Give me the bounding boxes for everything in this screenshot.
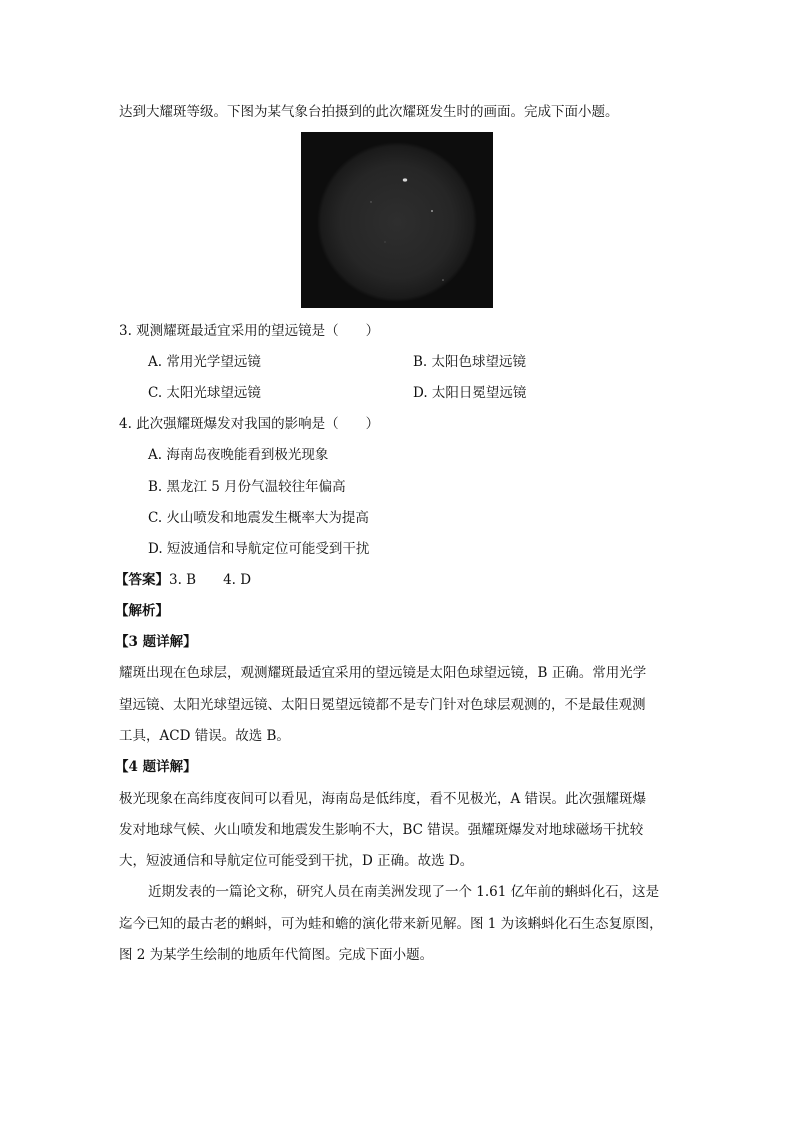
q4-option-b: B. 黑龙江 5 月份气温较往年偏高	[148, 479, 346, 495]
detail3-label: 【3 题详解】	[115, 634, 197, 650]
detail4-line-2: 发对地球气候、火山喷发和地震发生影响不大，BC 错误。强耀斑爆发对地球磁场干扰较	[119, 822, 644, 838]
solar-flare-photo	[301, 132, 493, 308]
passage-line-3: 图 2 为某学生绘制的地质年代简图。完成下面小题。	[119, 947, 434, 963]
q4-stem: 4. 此次强耀斑爆发对我国的影响是（ ）	[119, 416, 380, 432]
analysis-label: 【解析】	[115, 603, 169, 619]
q3-stem: 3. 观测耀斑最适宜采用的望远镜是（ ）	[119, 323, 380, 339]
q4-option-d: D. 短波通信和导航定位可能受到干扰	[148, 541, 370, 557]
answer-value: 3. B 4. D	[169, 572, 252, 588]
q3-option-d: D. 太阳日冕望远镜	[413, 385, 527, 401]
detail3-line-3: 工具，ACD 错误。故选 B。	[119, 728, 290, 744]
q4-option-c: C. 火山喷发和地震发生概率大为提高	[148, 510, 369, 526]
detail3-line-2: 望远镜、太阳光球望远镜、太阳日冕望远镜都不是专门针对色球层观测的，不是最佳观测	[119, 697, 646, 713]
detail4-line-1: 极光现象在高纬度夜间可以看见，海南岛是低纬度，看不见极光，A 错误。此次强耀斑爆	[119, 791, 647, 807]
sun-disk-image	[301, 132, 493, 308]
detail4-line-3: 大，短波通信和导航定位可能受到干扰，D 正确。故选 D。	[119, 853, 474, 869]
passage-line-2: 迄今已知的最古老的蝌蚪，可为蛙和蟾的演化带来新见解。图 1 为该蝌蚪化石生态复原图，	[119, 916, 663, 932]
q3-option-c: C. 太阳光球望远镜	[148, 385, 261, 401]
q3-option-a: A. 常用光学望远镜	[148, 354, 261, 370]
detail4-label: 【4 题详解】	[115, 759, 197, 775]
passage-line-1: 近期发表的一篇论文称，研究人员在南美洲发现了一个 1.61 亿年前的蝌蚪化石，这是	[148, 884, 660, 900]
q3-option-b: B. 太阳色球望远镜	[413, 354, 527, 370]
answer-label: 【答案】	[115, 572, 169, 588]
intro-line: 达到大耀斑等级。下图为某气象台拍摄到的此次耀斑发生时的画面。完成下面小题。	[119, 104, 619, 120]
q4-option-a: A. 海南岛夜晚能看到极光现象	[148, 447, 329, 463]
detail3-line-1: 耀斑出现在色球层，观测耀斑最适宜采用的望远镜是太阳色球望远镜，B 正确。常用光学	[119, 665, 647, 681]
answer-line	[115, 571, 251, 589]
